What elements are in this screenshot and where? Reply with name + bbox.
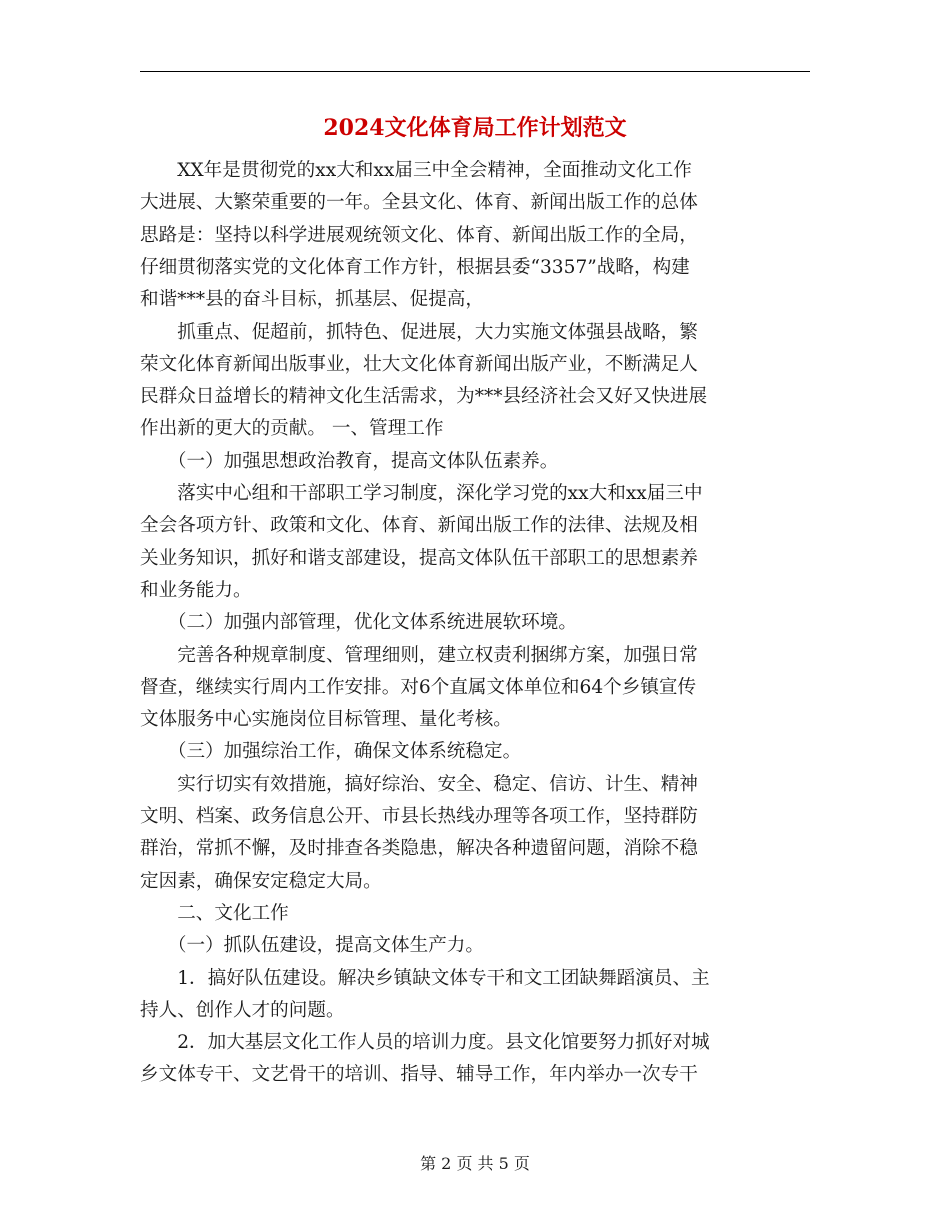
header-rule [140, 71, 810, 72]
body-line: 抓重点、促超前，抓特色、促进展，大力实施文体强县战略，繁 [140, 321, 698, 343]
body-line: 大进展、大繁荣重要的一年。全县文化、体育、新闻出版工作的总体 [140, 192, 698, 214]
body-line: 文明、档案、政务信息公开、市县长热线办理等各项工作，坚持群防 [140, 806, 698, 827]
body-line: 实行切实有效措施，搞好综治、安全、稳定、信访、计生、精神 [140, 773, 698, 795]
body-line: （一）抓队伍建设，提高文体生产力。 [140, 935, 484, 957]
page-footer: 第 2 页 共 5 页 [420, 1154, 530, 1173]
body-line: 文体服务中心实施岗位目标管理、量化考核。 [140, 709, 512, 731]
body-line: 落实中心组和干部职工学习制度，深化学习党的xx大和xx届三中 [140, 483, 703, 504]
body-line: 1．搞好队伍建设。解决乡镇缺文体专干和文工团缺舞蹈演员、主 [140, 967, 710, 989]
body-line: XX年是贯彻党的xx大和xx届三中全会精神，全面推动文化工作 [140, 160, 692, 181]
body-line: （二）加强内部管理，优化文体系统进展软环境。 [140, 612, 577, 634]
body-line: 定因素，确保安定稳定大局。 [140, 870, 382, 892]
body-line: 二、文化工作 [140, 902, 289, 924]
body-line: （三）加强综治工作，确保文体系统稳定。 [140, 741, 522, 763]
body-line: 群治，常抓不懈，及时排查各类隐患，解决各种遗留问题，消除不稳 [140, 838, 698, 860]
body-line: 督查，继续实行周内工作安排。对6个直属文体单位和64个乡镇宣传 [140, 676, 697, 698]
body-line: 民群众日益增长的精神文化生活需求，为***县经济社会又好又快进展 [140, 386, 708, 408]
body-line: 乡文体专干、文艺骨干的培训、指导、辅导工作，年内举办一次专干 [140, 1064, 698, 1086]
body-line: 和业务能力。 [140, 579, 252, 601]
body-line: 全会各项方针、政策和文化、体育、新闻出版工作的法律、法规及相 [140, 515, 698, 537]
body-line: 作出新的更大的贡献。 一、管理工作 [140, 418, 444, 440]
body-line: 完善各种规章制度、管理细则，建立权责利捆绑方案，加强日常 [140, 644, 698, 666]
body-line: 关业务知识，抓好和谐支部建设，提高文体队伍干部职工的思想素养 [140, 547, 698, 569]
body-line: 思路是：坚持以科学进展观统领文化、体育、新闻出版工作的全局， [140, 224, 698, 246]
body-line: 和谐***县的奋斗目标，抓基层、促提高， [140, 289, 484, 311]
body-line: （一）加强思想政治教育，提高文体队伍素养。 [140, 450, 559, 472]
body-line: 持人、创作人才的问题。 [140, 999, 345, 1021]
document-title: 2024文化体育局工作计划范文 [323, 115, 627, 141]
body-line: 荣文化体育新闻出版事业，壮大文化体育新闻出版产业，不断满足人 [140, 353, 698, 375]
body-line: 2．加大基层文化工作人员的培训力度。县文化馆要努力抓好对城 [140, 1032, 710, 1054]
body-line: 仔细贯彻落实党的文化体育工作方针，根据县委“3357”战略，构建 [140, 256, 690, 278]
